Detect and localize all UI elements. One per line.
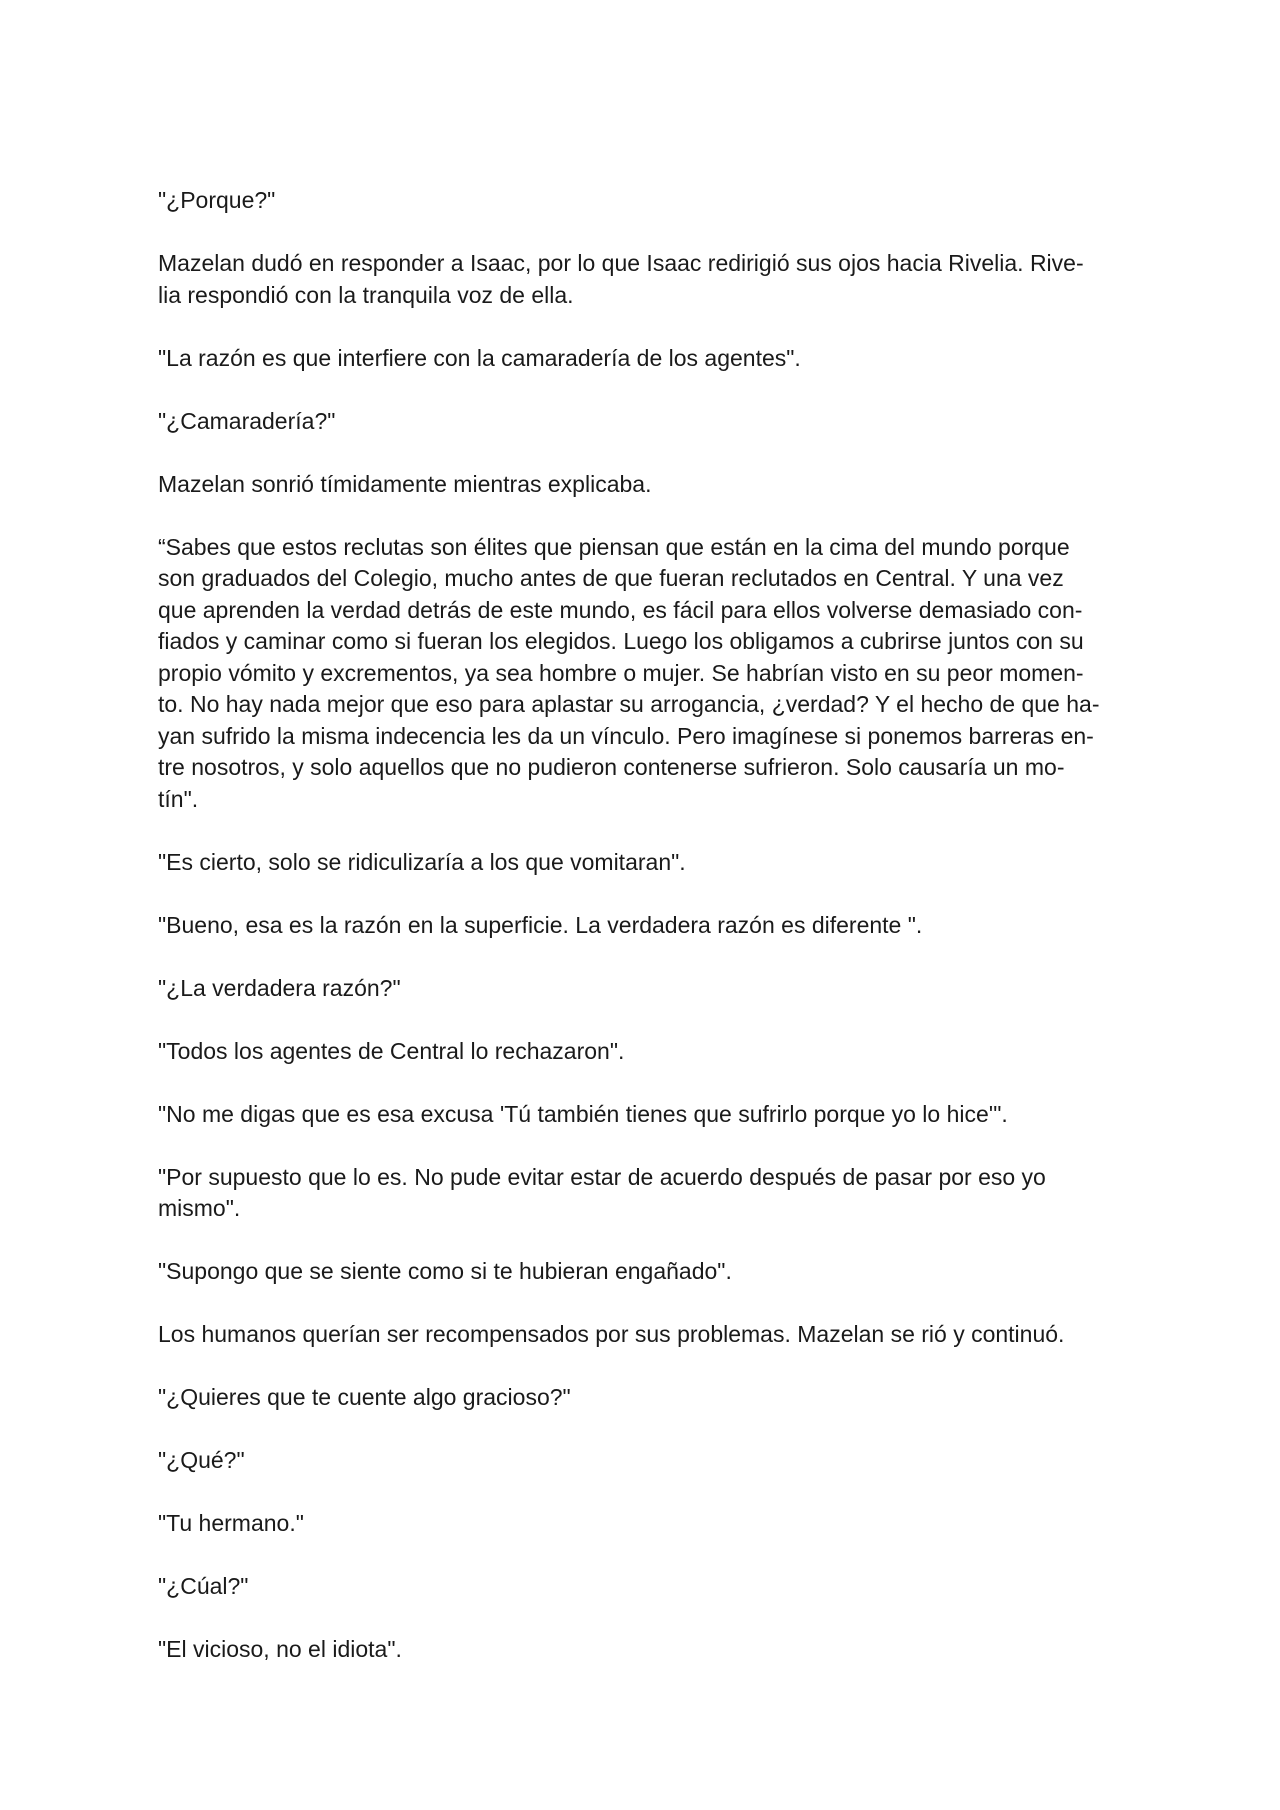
paragraph: "Todos los agentes de Central lo rechazaron".	[158, 1037, 625, 1064]
paragraph: "Bueno, esa es la razón en la superficie. La verdadera razón es diferente ".	[158, 911, 923, 938]
paragraph: "¿La verdadera razón?"	[158, 974, 401, 1001]
paragraph: "Es cierto, solo se ridiculizaría a los que vomitaran".	[158, 848, 686, 875]
paragraph: "¿Porque?"	[158, 187, 276, 213]
paragraph: "¿Cúal?"	[158, 1573, 249, 1599]
paragraph: "¿Camaradería?"	[158, 407, 336, 434]
paragraph: Mazelan dudó en responder a Isaac, por lo que Isaac redirigió sus ojos hacia Rivelia. Rive- lia respondió con la tranquila voz de ella.	[158, 250, 1084, 308]
paragraph: "Tu hermano."	[158, 1510, 304, 1536]
paragraph: “Sabes que estos reclutas son élites que piensan que están en la cima del mundo porque son graduados del Colegio, mucho antes de que fueran reclutados en Central. Y una vez que aprenden la verdad detrás de este mundo, es fácil para ellos volverse demasiado con- fiados y caminar como si fueran los elegidos. Luego los obligamos a cubrirse juntos con su propio vómito y excrementos, ya sea hombre o mujer. Se habrían visto en su peor momen- to. No hay nada mejor que eso para aplastar su arrogancia, ¿verdad? Y el hecho de que ha- yan sufrido la misma indecencia les da un vínculo. Pero imagínese si ponemos barreras en- tre nosotros, y solo aquellos que no pudieron contenerse sufrieron. Solo causaría un mo- tín".	[158, 533, 1100, 812]
paragraph: "El vicioso, no el idiota".	[158, 1636, 402, 1662]
paragraph: "Supongo que se siente como si te hubieran engañado".	[158, 1258, 732, 1284]
paragraph: "No me digas que es esa excusa 'Tú también tienes que sufrirlo porque yo lo hice'".	[158, 1100, 1008, 1127]
paragraph: Mazelan sonrió tímidamente mientras explicaba.	[158, 470, 652, 497]
body-text	[158, 185, 1133, 1697]
paragraph: "¿Quieres que te cuente algo gracioso?"	[158, 1384, 571, 1410]
paragraph: "La razón es que interfiere con la camaradería de los agentes".	[158, 344, 801, 371]
paragraph: "¿Qué?"	[158, 1447, 245, 1473]
paragraph: "Por supuesto que lo es. No pude evitar estar de acuerdo después de pasar por eso yo mismo".	[158, 1163, 1046, 1221]
paragraph: Los humanos querían ser recompensados por sus problemas. Mazelan se rió y continuó.	[158, 1321, 1065, 1347]
